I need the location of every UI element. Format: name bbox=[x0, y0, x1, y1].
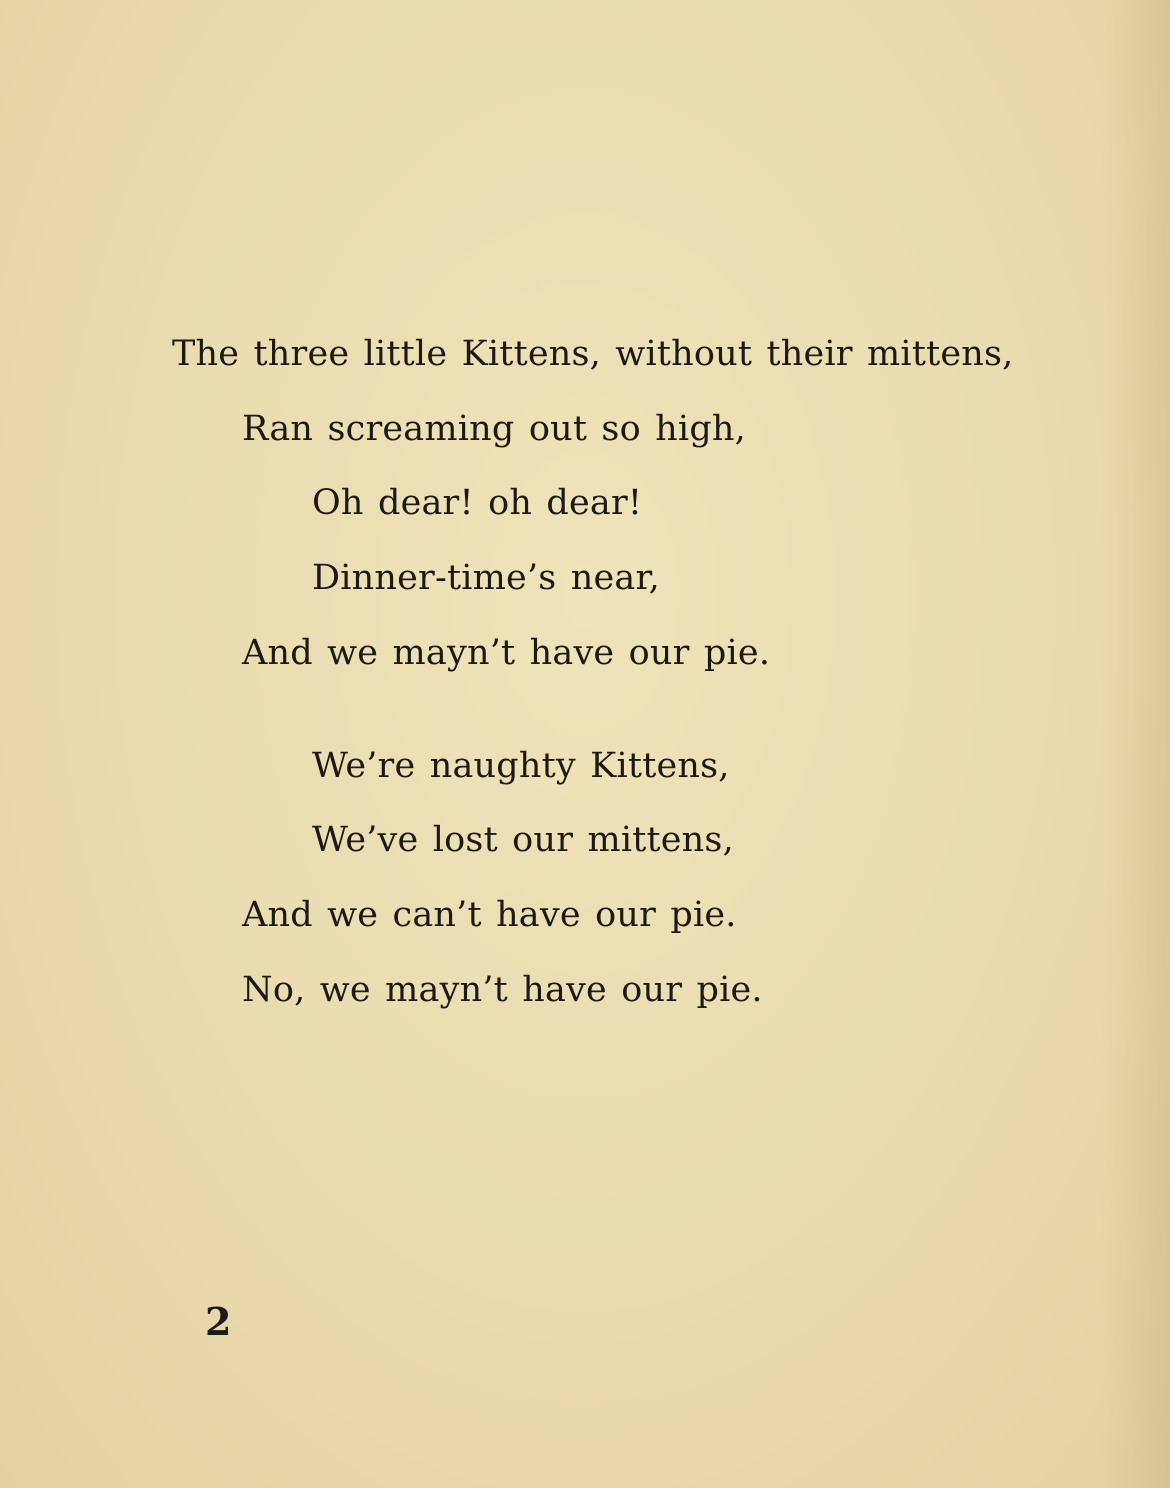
poem-line: We’re naughty Kittens, bbox=[312, 746, 730, 786]
poem-line: Dinner-time’s near, bbox=[312, 558, 660, 598]
poem-line: The three little Kittens, without their mittens, bbox=[172, 334, 1014, 374]
poem-line: No, we mayn’t have our pie. bbox=[242, 970, 763, 1010]
page-edge-shadow bbox=[1100, 0, 1170, 1488]
page-number: 2 bbox=[205, 1299, 232, 1344]
poem-line: And we can’t have our pie. bbox=[242, 895, 737, 935]
poem-line: Ran screaming out so high, bbox=[242, 409, 746, 449]
poem-line: Oh dear! oh dear! bbox=[312, 483, 643, 523]
poem-line: We’ve lost our mittens, bbox=[312, 820, 734, 860]
poem-line: And we mayn’t have our pie. bbox=[242, 633, 771, 673]
